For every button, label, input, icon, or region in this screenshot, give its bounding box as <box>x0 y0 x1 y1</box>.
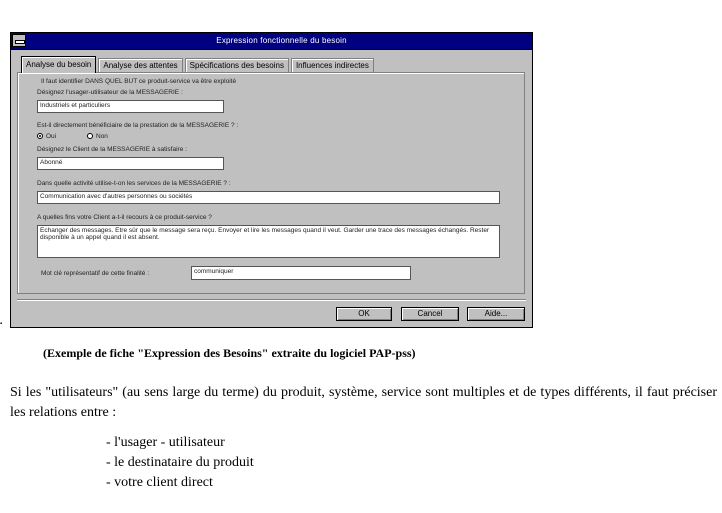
client-label: Désignez le Client de la MESSAGERIE à satisfaire : <box>37 146 187 153</box>
list-item: - l'usager - utilisateur <box>106 435 225 450</box>
radio-oui-label: Oui <box>46 133 57 140</box>
tab-specifications[interactable]: Spécifications des besoins <box>185 58 289 73</box>
figure-caption: (Exemple de fiche "Expression des Besoins" extraite du logiciel PAP-pss) <box>43 346 416 360</box>
user-label: Désignez l'usager-utilisateur de la MESSAGERIE : <box>37 89 183 96</box>
intro-text: Il faut identifier DANS QUEL BUT ce produit-service va être exploité <box>41 78 237 85</box>
radio-oui[interactable] <box>37 133 43 139</box>
dialog-window <box>10 32 533 328</box>
purpose-label: A quelles fins votre Client a-t-il recours à ce produit-service ? <box>37 214 212 221</box>
radio-non-label: Non <box>96 133 108 140</box>
tab-influences[interactable]: Influences indirectes <box>291 58 374 73</box>
purpose-textarea[interactable]: Echanger des messages. Etre sûr que le message sera reçu. Envoyer et lire les messages quand il veut. Garder une trace des messages échangés. Rester disponible à un appel quand il est absent. <box>37 225 500 258</box>
direct-beneficiary-label: Est-il directement bénéficiaire de la prestation de la MESSAGERIE ? : <box>37 122 239 129</box>
system-menu-icon[interactable] <box>12 34 26 47</box>
radio-non[interactable] <box>87 133 93 139</box>
help-button[interactable]: Aide... <box>467 307 525 321</box>
keyword-label: Mot clé représentatif de cette finalité : <box>41 270 150 277</box>
ok-button[interactable]: OK <box>336 307 392 321</box>
button-separator <box>17 299 526 301</box>
stray-mark: ▪ <box>0 321 3 327</box>
tab-analyse-besoin[interactable]: Analyse du besoin <box>21 56 96 73</box>
tab-bar <box>21 56 376 72</box>
keyword-input[interactable]: communiquer <box>191 266 411 280</box>
list-item: - votre client direct <box>106 475 213 490</box>
activity-input[interactable]: Communication avec d'autres personnes ou sociétés <box>37 191 500 204</box>
cancel-button[interactable]: Cancel <box>401 307 459 321</box>
dialog-title: Expression fonctionnelle du besoin <box>216 36 347 45</box>
dialog-title-bar <box>11 33 532 50</box>
list-item: - le destinataire du produit <box>106 455 254 470</box>
body-paragraph: Si les "utilisateurs" (au sens large du terme) du produit, système, service sont multiples et de types différents, il faut préciser les relations entre : <box>10 385 717 420</box>
client-input[interactable]: Abonné <box>37 157 224 170</box>
relations-list <box>106 433 254 493</box>
tab-panel <box>17 72 525 294</box>
activity-label: Dans quelle activité utilise-t-on les services de la MESSAGERIE ? : <box>37 180 231 187</box>
tab-analyse-attentes[interactable]: Analyse des attentes <box>98 58 182 73</box>
user-input[interactable]: Industriels et particuliers <box>37 100 224 113</box>
